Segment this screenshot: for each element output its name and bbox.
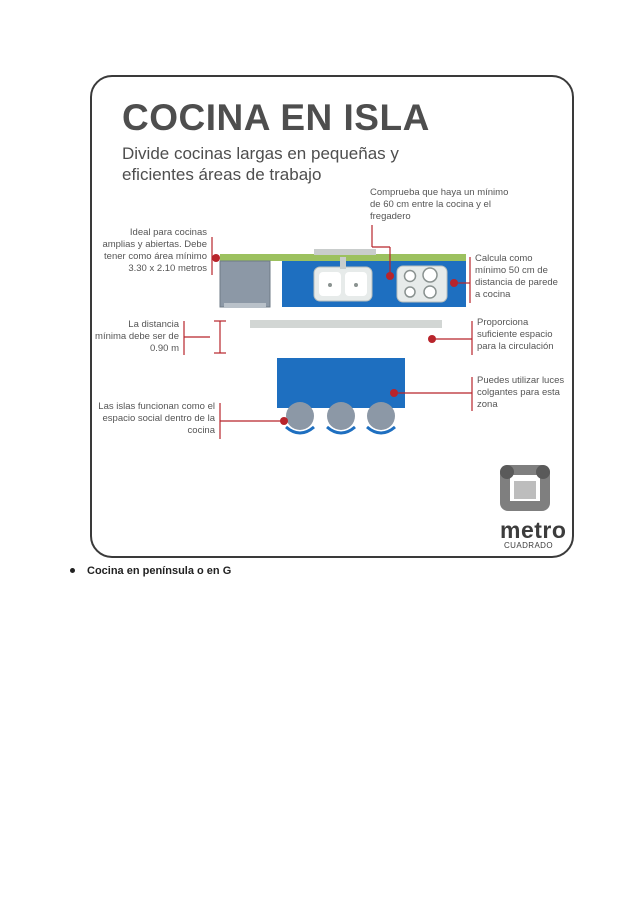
- list-item: [70, 565, 231, 577]
- note-left-3: Las islas funcionan como el espacio social dentro de la cocina: [98, 401, 215, 436]
- cabinet: [220, 261, 270, 307]
- note-right-2: Proporciona suficiente espacio para la circulación: [477, 317, 554, 352]
- cabinet-base: [224, 303, 266, 308]
- list-item-label: Cocina en península o en G: [87, 565, 232, 577]
- stools: [286, 402, 395, 433]
- infographic-title: COCINA EN ISLA: [122, 97, 430, 138]
- note-top-center: Comprueba que haya un mínimo de 60 cm entre la cocina y el fregadero: [370, 187, 509, 222]
- faucet-element: [314, 249, 376, 255]
- note-right-3: Puedes utilizar luces colgantes para esta zona: [477, 375, 565, 410]
- infographic-card: [90, 75, 574, 558]
- infographic-subtitle: Divide cocinas largas en pequeñas y eficientes áreas de trabajo: [122, 144, 399, 184]
- note-left-2: La distancia mínima debe ser de 0.90 m: [95, 319, 179, 354]
- logo-name: metro: [500, 517, 567, 543]
- metro-cuadrado-logo: [500, 465, 550, 511]
- island: [277, 358, 405, 408]
- circulation-bar: [250, 320, 442, 328]
- bullet-icon: [70, 568, 75, 573]
- logo-subtitle: CUADRADO: [504, 541, 553, 550]
- stove-icon: [397, 266, 447, 302]
- note-right-1: Calcula como mínimo 50 cm de distancia de parede a cocina: [475, 253, 558, 300]
- note-left-1: Ideal para cocinas amplias y abiertas. Debe tener como área mínimo 3.30 x 2.10 metros: [102, 227, 207, 274]
